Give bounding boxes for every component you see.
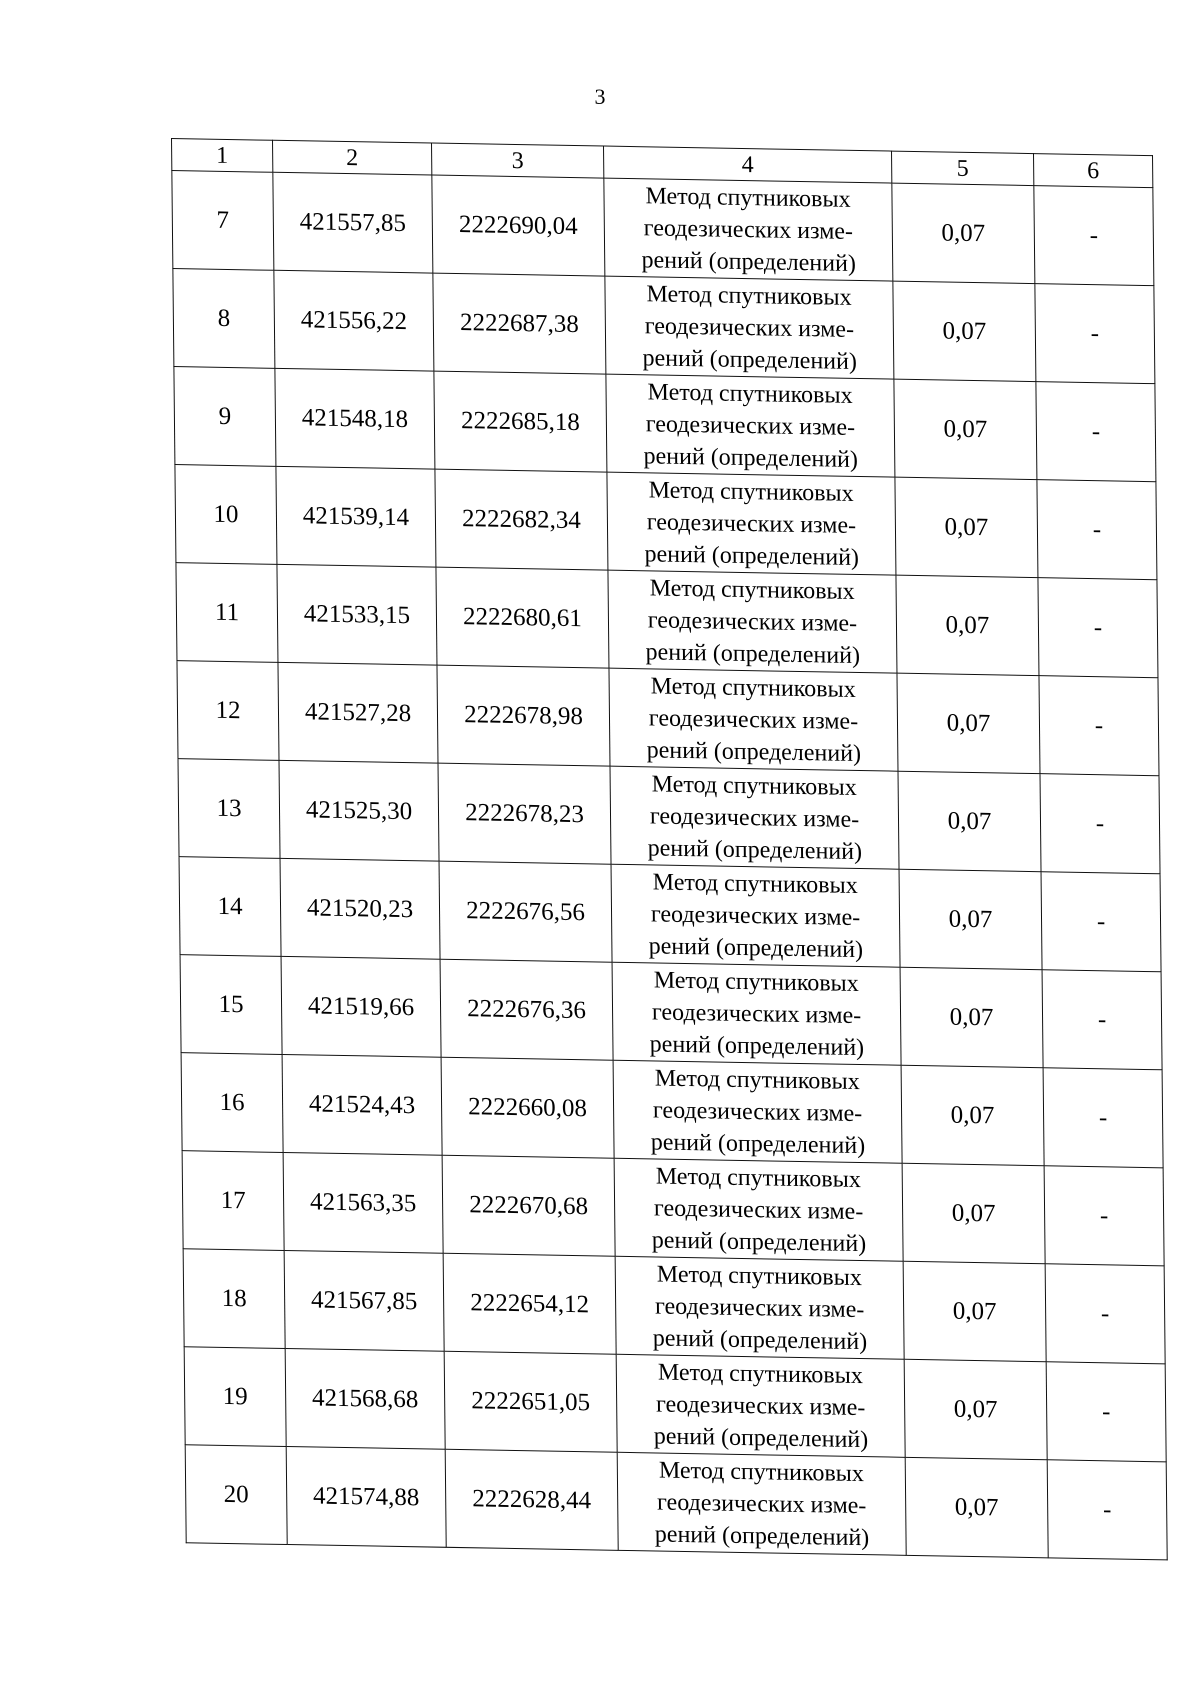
point-number-cell: 8 <box>173 269 275 369</box>
accuracy-cell: 0,07 <box>895 477 1038 577</box>
point-number-cell: 9 <box>174 367 276 467</box>
method-line: геодезических изме- <box>644 312 855 343</box>
accuracy-cell: 0,07 <box>892 183 1035 283</box>
method-line: геодезических изме- <box>651 998 862 1029</box>
method-line: рений (определений) <box>644 540 860 571</box>
point-number-cell: 13 <box>178 759 280 859</box>
x-coordinate-cell: 421539,14 <box>276 466 436 567</box>
x-coordinate-cell: 421556,22 <box>274 270 434 371</box>
x-coordinate-cell: 421527,28 <box>278 662 438 763</box>
method-cell <box>609 668 898 771</box>
method-line: рений (определений) <box>651 1226 867 1257</box>
method-line: Метод спутниковых <box>656 1260 862 1291</box>
accuracy-cell: 0,07 <box>894 379 1037 479</box>
note-cell: - <box>1044 1166 1164 1266</box>
note-cell: - <box>1047 1460 1167 1560</box>
method-line: рений (определений) <box>652 1324 868 1355</box>
coordinates-table <box>171 138 1168 1560</box>
column-header-1: 1 <box>172 139 273 173</box>
accuracy-cell: 0,07 <box>898 771 1041 871</box>
method-line: рений (определений) <box>648 932 864 963</box>
method-line: рений (определений) <box>654 1520 870 1551</box>
note-cell: - <box>1036 382 1156 482</box>
method-line: Метод спутниковых <box>654 1064 860 1095</box>
method-line: Метод спутниковых <box>657 1358 863 1389</box>
x-coordinate-cell: 421525,30 <box>279 760 439 861</box>
method-cell <box>617 1452 906 1555</box>
method-cell <box>610 766 899 869</box>
method-line: рений (определений) <box>653 1422 869 1453</box>
y-coordinate-cell: 2222678,23 <box>438 763 611 864</box>
point-number-cell: 12 <box>177 661 279 761</box>
method-cell <box>614 1158 903 1261</box>
accuracy-cell: 0,07 <box>904 1359 1047 1459</box>
y-coordinate-cell: 2222678,98 <box>437 665 610 766</box>
table-row <box>174 367 1156 482</box>
column-header-4: 4 <box>604 146 892 183</box>
method-line: Метод спутниковых <box>651 770 857 801</box>
note-cell: - <box>1046 1362 1166 1462</box>
table-row <box>179 857 1161 972</box>
x-coordinate-cell: 421557,85 <box>273 172 433 273</box>
method-line: рений (определений) <box>649 1030 865 1061</box>
note-cell: - <box>1042 970 1162 1070</box>
x-coordinate-cell: 421533,15 <box>277 564 437 665</box>
accuracy-cell: 0,07 <box>901 1065 1044 1165</box>
table-row <box>172 171 1154 286</box>
x-coordinate-cell: 421567,85 <box>284 1250 444 1351</box>
table-row <box>184 1347 1166 1462</box>
x-coordinate-cell: 421563,35 <box>283 1152 443 1253</box>
y-coordinate-cell: 2222680,61 <box>436 567 609 668</box>
table-row <box>175 465 1157 580</box>
note-cell: - <box>1034 186 1154 286</box>
method-line: геодезических изме- <box>653 1194 864 1225</box>
method-line: геодезических изме- <box>646 508 857 539</box>
note-cell: - <box>1040 774 1160 874</box>
note-cell: - <box>1041 872 1161 972</box>
column-header-5: 5 <box>892 151 1034 185</box>
note-cell: - <box>1035 284 1155 384</box>
point-number-cell: 11 <box>176 563 278 663</box>
x-coordinate-cell: 421524,43 <box>282 1054 442 1155</box>
y-coordinate-cell: 2222682,34 <box>435 469 608 570</box>
accuracy-cell: 0,07 <box>893 281 1036 381</box>
y-coordinate-cell: 2222676,36 <box>440 959 613 1060</box>
method-line: рений (определений) <box>647 834 863 865</box>
point-number-cell: 19 <box>184 1347 286 1447</box>
y-coordinate-cell: 2222660,08 <box>441 1057 614 1158</box>
method-line: Метод спутниковых <box>649 574 855 605</box>
method-line: рений (определений) <box>643 442 859 473</box>
method-cell <box>616 1354 905 1457</box>
table-row <box>178 759 1160 874</box>
method-line: геодезических изме- <box>649 802 860 833</box>
y-coordinate-cell: 2222670,68 <box>442 1155 615 1256</box>
column-header-6: 6 <box>1034 154 1153 188</box>
method-cell <box>613 1060 902 1163</box>
method-line: Метод спутниковых <box>647 378 853 409</box>
y-coordinate-cell: 2222676,56 <box>439 861 612 962</box>
method-cell <box>611 864 900 967</box>
note-cell: - <box>1037 480 1157 580</box>
method-line: Метод спутниковых <box>650 672 856 703</box>
accuracy-cell: 0,07 <box>897 673 1040 773</box>
method-line: Метод спутниковых <box>648 476 854 507</box>
point-number-cell: 18 <box>183 1249 285 1349</box>
table-row <box>183 1249 1165 1364</box>
table-row <box>182 1151 1164 1266</box>
column-header-2: 2 <box>273 140 432 175</box>
table-row <box>176 563 1158 678</box>
method-cell <box>608 570 897 673</box>
table-row <box>173 269 1155 384</box>
table-row <box>181 1053 1163 1168</box>
method-line: Метод спутниковых <box>653 966 859 997</box>
y-coordinate-cell: 2222687,38 <box>433 273 606 374</box>
y-coordinate-cell: 2222651,05 <box>444 1351 617 1452</box>
method-cell <box>607 472 896 575</box>
method-line: геодезических изме- <box>652 1096 863 1127</box>
method-line: Метод спутниковых <box>645 182 851 213</box>
method-line: геодезических изме- <box>650 900 861 931</box>
method-line: Метод спутниковых <box>658 1457 864 1487</box>
note-cell: - <box>1043 1068 1163 1168</box>
point-number-cell: 14 <box>179 857 281 957</box>
method-line: Метод спутниковых <box>652 868 858 899</box>
table-body <box>172 171 1167 1560</box>
x-coordinate-cell: 421574,88 <box>286 1447 446 1548</box>
method-line: рений (определений) <box>645 638 861 669</box>
point-number-cell: 16 <box>181 1053 283 1153</box>
note-cell: - <box>1045 1264 1165 1364</box>
accuracy-cell: 0,07 <box>903 1261 1046 1361</box>
point-number-cell: 17 <box>182 1151 284 1251</box>
y-coordinate-cell: 2222685,18 <box>434 371 607 472</box>
method-cell <box>606 374 895 477</box>
method-line: геодезических изме- <box>654 1292 865 1323</box>
point-number-cell: 15 <box>180 955 282 1055</box>
x-coordinate-cell: 421519,66 <box>281 956 441 1057</box>
method-cell <box>605 276 894 379</box>
point-number-cell: 20 <box>185 1445 287 1545</box>
method-line: геодезических изме- <box>655 1390 866 1421</box>
method-line: рений (определений) <box>641 246 857 277</box>
y-coordinate-cell: 2222628,44 <box>445 1449 618 1550</box>
x-coordinate-cell: 421568,68 <box>285 1348 445 1449</box>
method-line: Метод спутниковых <box>655 1162 861 1193</box>
point-number-cell: 10 <box>175 465 277 565</box>
method-line: геодезических изме- <box>647 606 858 637</box>
accuracy-cell: 0,07 <box>900 967 1043 1067</box>
method-line: Метод спутниковых <box>646 280 852 311</box>
y-coordinate-cell: 2222654,12 <box>443 1253 616 1354</box>
method-cell <box>615 1256 904 1359</box>
page-number: 3 <box>594 84 606 109</box>
accuracy-cell: 0,07 <box>896 575 1039 675</box>
method-cell <box>604 178 893 281</box>
x-coordinate-cell: 421520,23 <box>280 858 440 959</box>
note-cell: - <box>1038 578 1158 678</box>
point-number-cell: 7 <box>172 171 274 271</box>
x-coordinate-cell: 421548,18 <box>275 368 435 469</box>
method-line: рений (определений) <box>650 1128 866 1159</box>
method-line: геодезических изме- <box>656 1488 867 1519</box>
column-header-3: 3 <box>432 143 604 178</box>
method-line: геодезических изме- <box>643 214 854 245</box>
method-line: геодезических изме- <box>645 410 856 441</box>
method-cell <box>612 962 901 1065</box>
note-cell: - <box>1039 676 1159 776</box>
table-row <box>177 661 1159 776</box>
accuracy-cell: 0,07 <box>905 1457 1048 1557</box>
method-line: рений (определений) <box>642 344 858 375</box>
table-row <box>185 1445 1167 1560</box>
accuracy-cell: 0,07 <box>902 1163 1045 1263</box>
accuracy-cell: 0,07 <box>899 869 1042 969</box>
table-row <box>180 955 1162 1070</box>
method-line: рений (определений) <box>646 736 862 767</box>
method-line: геодезических изме- <box>648 704 859 735</box>
y-coordinate-cell: 2222690,04 <box>432 175 605 276</box>
